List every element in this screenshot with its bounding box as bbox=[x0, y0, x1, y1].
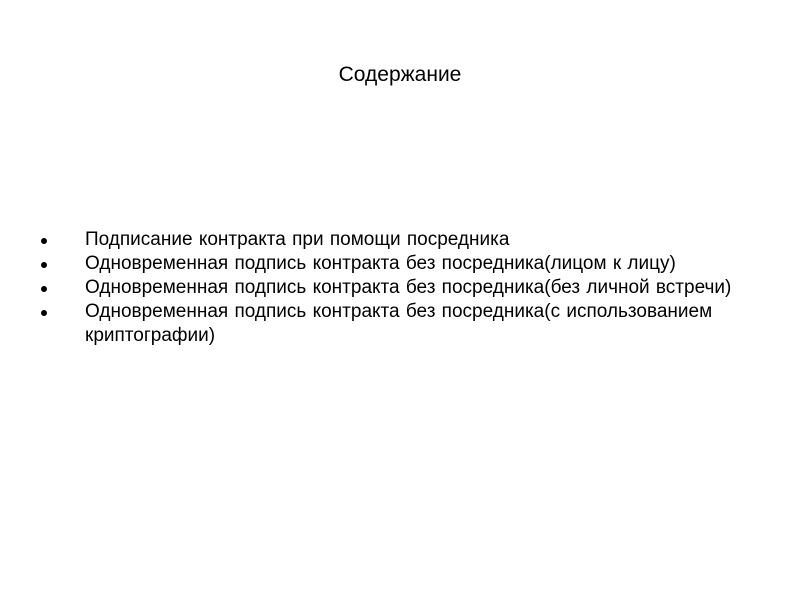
list-item bbox=[40, 228, 740, 252]
contents-list bbox=[40, 228, 740, 348]
list-item bbox=[40, 300, 740, 348]
list-item bbox=[40, 276, 740, 300]
list-item-text: Одновременная подпись контракта без посредника(лицом к лицу) bbox=[85, 253, 676, 274]
list-item-text: Подписание контракта при помощи посредника bbox=[85, 229, 510, 250]
bullet-icon bbox=[41, 262, 47, 268]
bullet-icon bbox=[41, 238, 47, 244]
bullet-icon bbox=[41, 310, 47, 316]
slide-title: Содержание bbox=[338, 63, 462, 86]
bullet-icon bbox=[41, 286, 47, 292]
list-item-text: Одновременная подпись контракта без посредника(с использованием криптографии) bbox=[85, 301, 713, 346]
list-item bbox=[40, 252, 740, 276]
list-item-text: Одновременная подпись контракта без посредника(без личной встречи) bbox=[85, 277, 732, 298]
